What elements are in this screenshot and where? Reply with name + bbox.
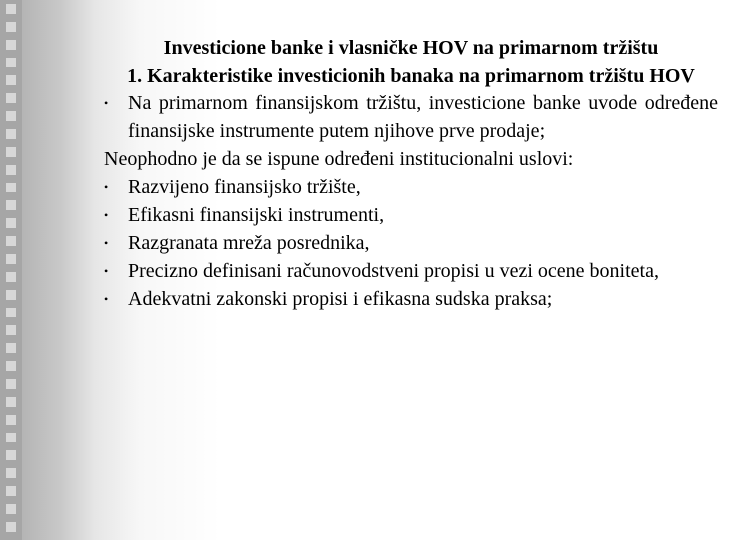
decor-square: [6, 450, 16, 460]
decor-square: [6, 22, 16, 32]
decor-square: [6, 343, 16, 353]
list-item: [104, 257, 718, 285]
list-item: [104, 285, 718, 313]
intro-bullet-text: Na primarnom finansijskom tržištu, investicione banke uvode određene finansijske instrumente putem njihove prve prodaje;: [128, 92, 718, 142]
list-item-text: Efikasni finansijski instrumenti,: [128, 204, 385, 226]
decor-square: [6, 93, 16, 103]
decor-square: [6, 129, 16, 139]
decor-square: [6, 58, 16, 68]
decor-square: [6, 111, 16, 121]
decor-square: [6, 522, 16, 532]
bullet-dot-icon: •: [104, 236, 109, 250]
decor-square: [6, 183, 16, 193]
decor-square: [6, 200, 16, 210]
list-item: [104, 201, 718, 229]
decor-square: [6, 379, 16, 389]
decor-square: [6, 272, 16, 282]
bullet-dot-icon: •: [104, 96, 109, 110]
bullet-dot-icon: •: [104, 208, 109, 222]
decor-square: [6, 218, 16, 228]
bullet-dot-icon: •: [104, 292, 109, 306]
decor-square: [6, 397, 16, 407]
decor-square: [6, 290, 16, 300]
bullet-dot-icon: •: [104, 264, 109, 278]
list-item-text: Razvijeno finansijsko tržište,: [128, 176, 361, 198]
decor-square: [6, 325, 16, 335]
list-item-text: Precizno definisani računovodstveni propisi u vezi ocene boniteta,: [128, 260, 659, 282]
decor-square: [6, 468, 16, 478]
list-item: [104, 173, 718, 201]
decor-square: [6, 486, 16, 496]
decor-square: [6, 75, 16, 85]
decor-square: [6, 361, 16, 371]
decor-square: [6, 236, 16, 246]
list-item-text: Razgranata mreža posrednika,: [128, 232, 370, 254]
list-item-text: Adekvatni zakonski propisi i efikasna sudska praksa;: [128, 288, 553, 310]
decor-square: [6, 40, 16, 50]
decor-square: [6, 4, 16, 14]
decor-square: [6, 433, 16, 443]
intro-bullet: [104, 89, 718, 145]
bullet-dot-icon: •: [104, 180, 109, 194]
slide-content: [104, 34, 718, 313]
slide-subtitle: 1. Karakteristike investicionih banaka na primarnom tržištu HOV: [127, 65, 695, 87]
decor-square: [6, 147, 16, 157]
decor-square: [6, 254, 16, 264]
decor-square: [6, 415, 16, 425]
conditions-intro: Neophodno je da se ispune određeni institucionalni uslovi:: [104, 148, 574, 170]
decor-square: [6, 165, 16, 175]
decor-square: [6, 308, 16, 318]
left-decorative-strip: [0, 0, 22, 540]
list-item: [104, 229, 718, 257]
decor-square: [6, 504, 16, 514]
slide-title: Investicione banke i vlasničke HOV na primarnom tržištu: [163, 37, 659, 59]
